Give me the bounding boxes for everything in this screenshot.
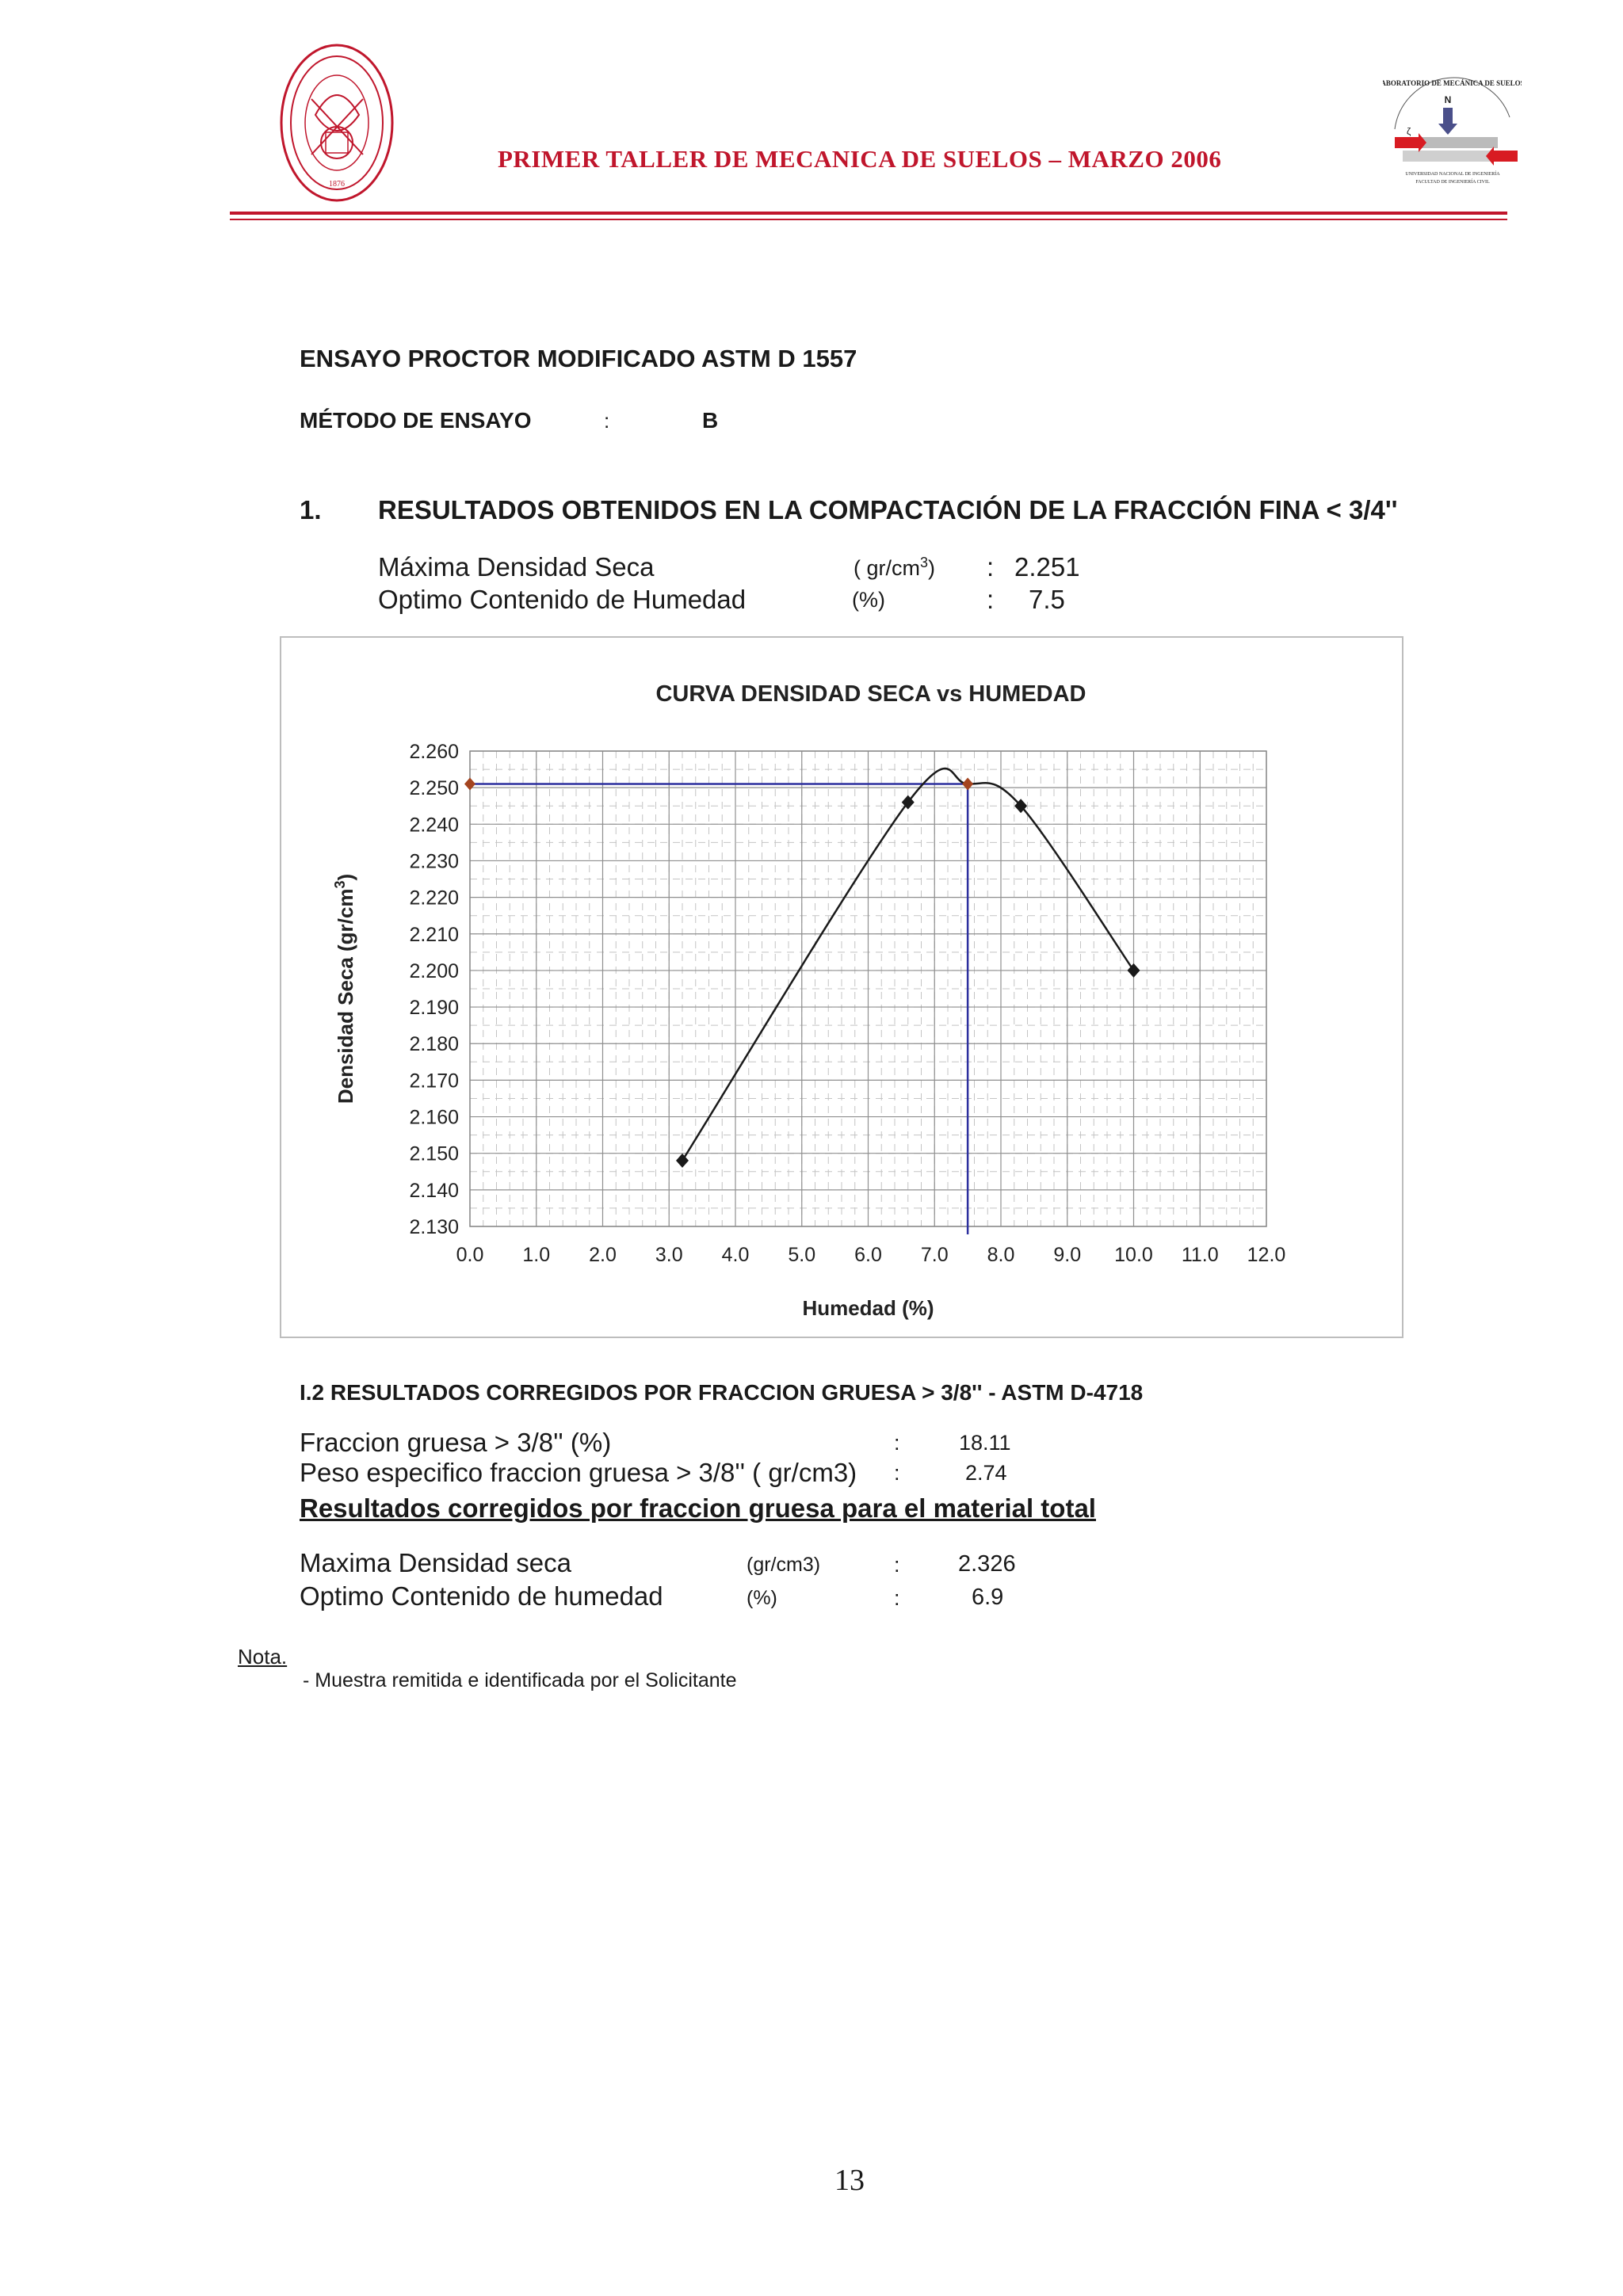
max-dry-density-unit: ( $gr/cm^3$): [854, 555, 936, 580]
x-tick-label: 11.0: [1181, 1244, 1219, 1266]
corrected-max-density-value: 2.326: [958, 1551, 1016, 1577]
section1-number: 1.: [300, 495, 322, 524]
x-tick-label: 12.0: [1247, 1244, 1286, 1266]
svg-text:ζ: ζ: [1407, 126, 1411, 137]
x-tick-label: 4.0: [721, 1244, 750, 1266]
method-colon: :: [604, 409, 610, 433]
specific-gravity-label: Peso especifico fraccion gruesa > 3/8'' ( gr/cm3): [300, 1458, 857, 1487]
y-tick-label: 2.230: [409, 850, 459, 873]
svg-text:1876: 1876: [329, 180, 345, 189]
x-tick-label: 3.0: [655, 1244, 683, 1266]
specific-gravity-value: 2.74: [965, 1461, 1007, 1485]
document-title: ENSAYO PROCTOR MODIFICADO ASTM D 1557: [300, 345, 857, 372]
header-title: PRIMER TALLER DE MECANICA DE SUELOS – MARZO 2006: [498, 145, 1222, 173]
y-tick-label: 2.180: [409, 1033, 459, 1056]
coarse-fraction-colon: :: [894, 1431, 900, 1455]
optimum-marker: [464, 778, 475, 791]
y-tick-label: 2.150: [409, 1142, 459, 1165]
y-tick-label: 2.190: [409, 997, 459, 1020]
note-text: - Muestra remitida e identificada por el Solicitante: [303, 1669, 737, 1691]
y-tick-label: 2.220: [409, 887, 459, 910]
x-tick-label: 2.0: [589, 1244, 617, 1266]
method-label: MÉTODO DE ENSAYO: [300, 408, 532, 433]
specific-gravity-colon: :: [894, 1461, 900, 1485]
x-tick-label: 9.0: [1053, 1244, 1082, 1266]
y-tick-label: 2.140: [409, 1179, 459, 1202]
corrected-max-density-unit: (gr/cm3): [747, 1554, 821, 1576]
optimum-moisture-value: 7.5: [1029, 585, 1065, 614]
x-tick-label: 8.0: [987, 1244, 1015, 1266]
x-axis-label: Humedad (%): [802, 1296, 934, 1320]
y-tick-labels: [409, 741, 459, 1238]
x-tick-labels: [456, 1244, 1286, 1266]
y-axis-label: Densidad Seca $(gr/cm^3)$: [332, 873, 357, 1104]
svg-text:FACULTAD DE INGENIERÍA CIVIL: FACULTAD DE INGENIERÍA CIVIL: [1415, 180, 1490, 185]
x-tick-label: 10.0: [1114, 1244, 1153, 1266]
optimum-marker: [962, 778, 973, 791]
max-dry-density-label: Máxima Densidad Seca: [378, 552, 655, 582]
corrected-max-density-colon: :: [894, 1553, 900, 1577]
method-value: B: [702, 408, 719, 433]
x-tick-label: 6.0: [854, 1244, 882, 1266]
university-seal-logo: [280, 44, 395, 202]
corrected-max-density-label: Maxima Densidad seca: [300, 1548, 571, 1577]
x-tick-label: 7.0: [920, 1244, 949, 1266]
note-label: Nota.: [238, 1645, 288, 1669]
corrected-optimum-moisture-colon: :: [894, 1586, 900, 1610]
coarse-fraction-value: 18.11: [959, 1431, 1011, 1455]
optimum-moisture-unit: (%): [852, 588, 885, 612]
corrected-results-heading: Resultados corregidos por fraccion gruesa para el material total: [300, 1493, 1096, 1523]
optimum-moisture-colon: :: [987, 585, 995, 614]
chart-title: CURVA DENSIDAD SECA vs HUMEDAD: [655, 681, 1086, 707]
section2-title: I.2 RESULTADOS CORREGIDOS POR FRACCION GRUESA > 3/8'' - ASTM D-4718: [300, 1380, 1144, 1405]
x-tick-label: 5.0: [788, 1244, 816, 1266]
optimum-guides: [470, 784, 968, 1234]
corrected-optimum-moisture-value: 6.9: [972, 1585, 1004, 1610]
y-tick-label: 2.260: [409, 741, 459, 763]
coarse-fraction-label: Fraccion gruesa > 3/8'' (%): [300, 1428, 612, 1457]
chart-svg: [281, 638, 1402, 1337]
corrected-optimum-moisture-label: Optimo Contenido de humedad: [300, 1581, 663, 1611]
max-dry-density-value: 2.251: [1014, 552, 1080, 582]
y-tick-label: 2.240: [409, 814, 459, 837]
max-dry-density-colon: :: [987, 552, 995, 582]
y-tick-label: 2.130: [409, 1216, 459, 1238]
y-tick-label: 2.210: [409, 923, 459, 946]
y-tick-label: 2.160: [409, 1106, 459, 1129]
page-number: 13: [834, 2164, 865, 2197]
svg-text:UNIVERSIDAD NACIONAL DE INGENI: UNIVERSIDAD NACIONAL DE INGENIERÍA: [1405, 172, 1500, 177]
x-tick-label: 0.0: [456, 1244, 484, 1266]
header-rule-thin: [230, 219, 1507, 220]
optimum-moisture-label: Optimo Contenido de Humedad: [378, 585, 747, 614]
compaction-chart: [280, 636, 1403, 1338]
corrected-optimum-moisture-unit: (%): [747, 1587, 777, 1609]
y-tick-label: 2.250: [409, 777, 459, 800]
svg-text:LABORATORIO DE MECÁNICA DE SUE: LABORATORIO DE MECÁNICA DE SUELOS: [1383, 79, 1522, 87]
x-tick-label: 1.0: [522, 1244, 551, 1266]
data-point: [676, 1154, 689, 1168]
header-rule: [230, 212, 1507, 215]
section1-title: RESULTADOS OBTENIDOS EN LA COMPACTACIÓN DE LA FRACCIÓN FINA < 3/4'': [378, 495, 1398, 524]
y-tick-label: 2.200: [409, 959, 459, 982]
y-tick-label: 2.170: [409, 1070, 459, 1093]
svg-text:N: N: [1444, 94, 1452, 105]
lab-logo: [1383, 62, 1522, 193]
